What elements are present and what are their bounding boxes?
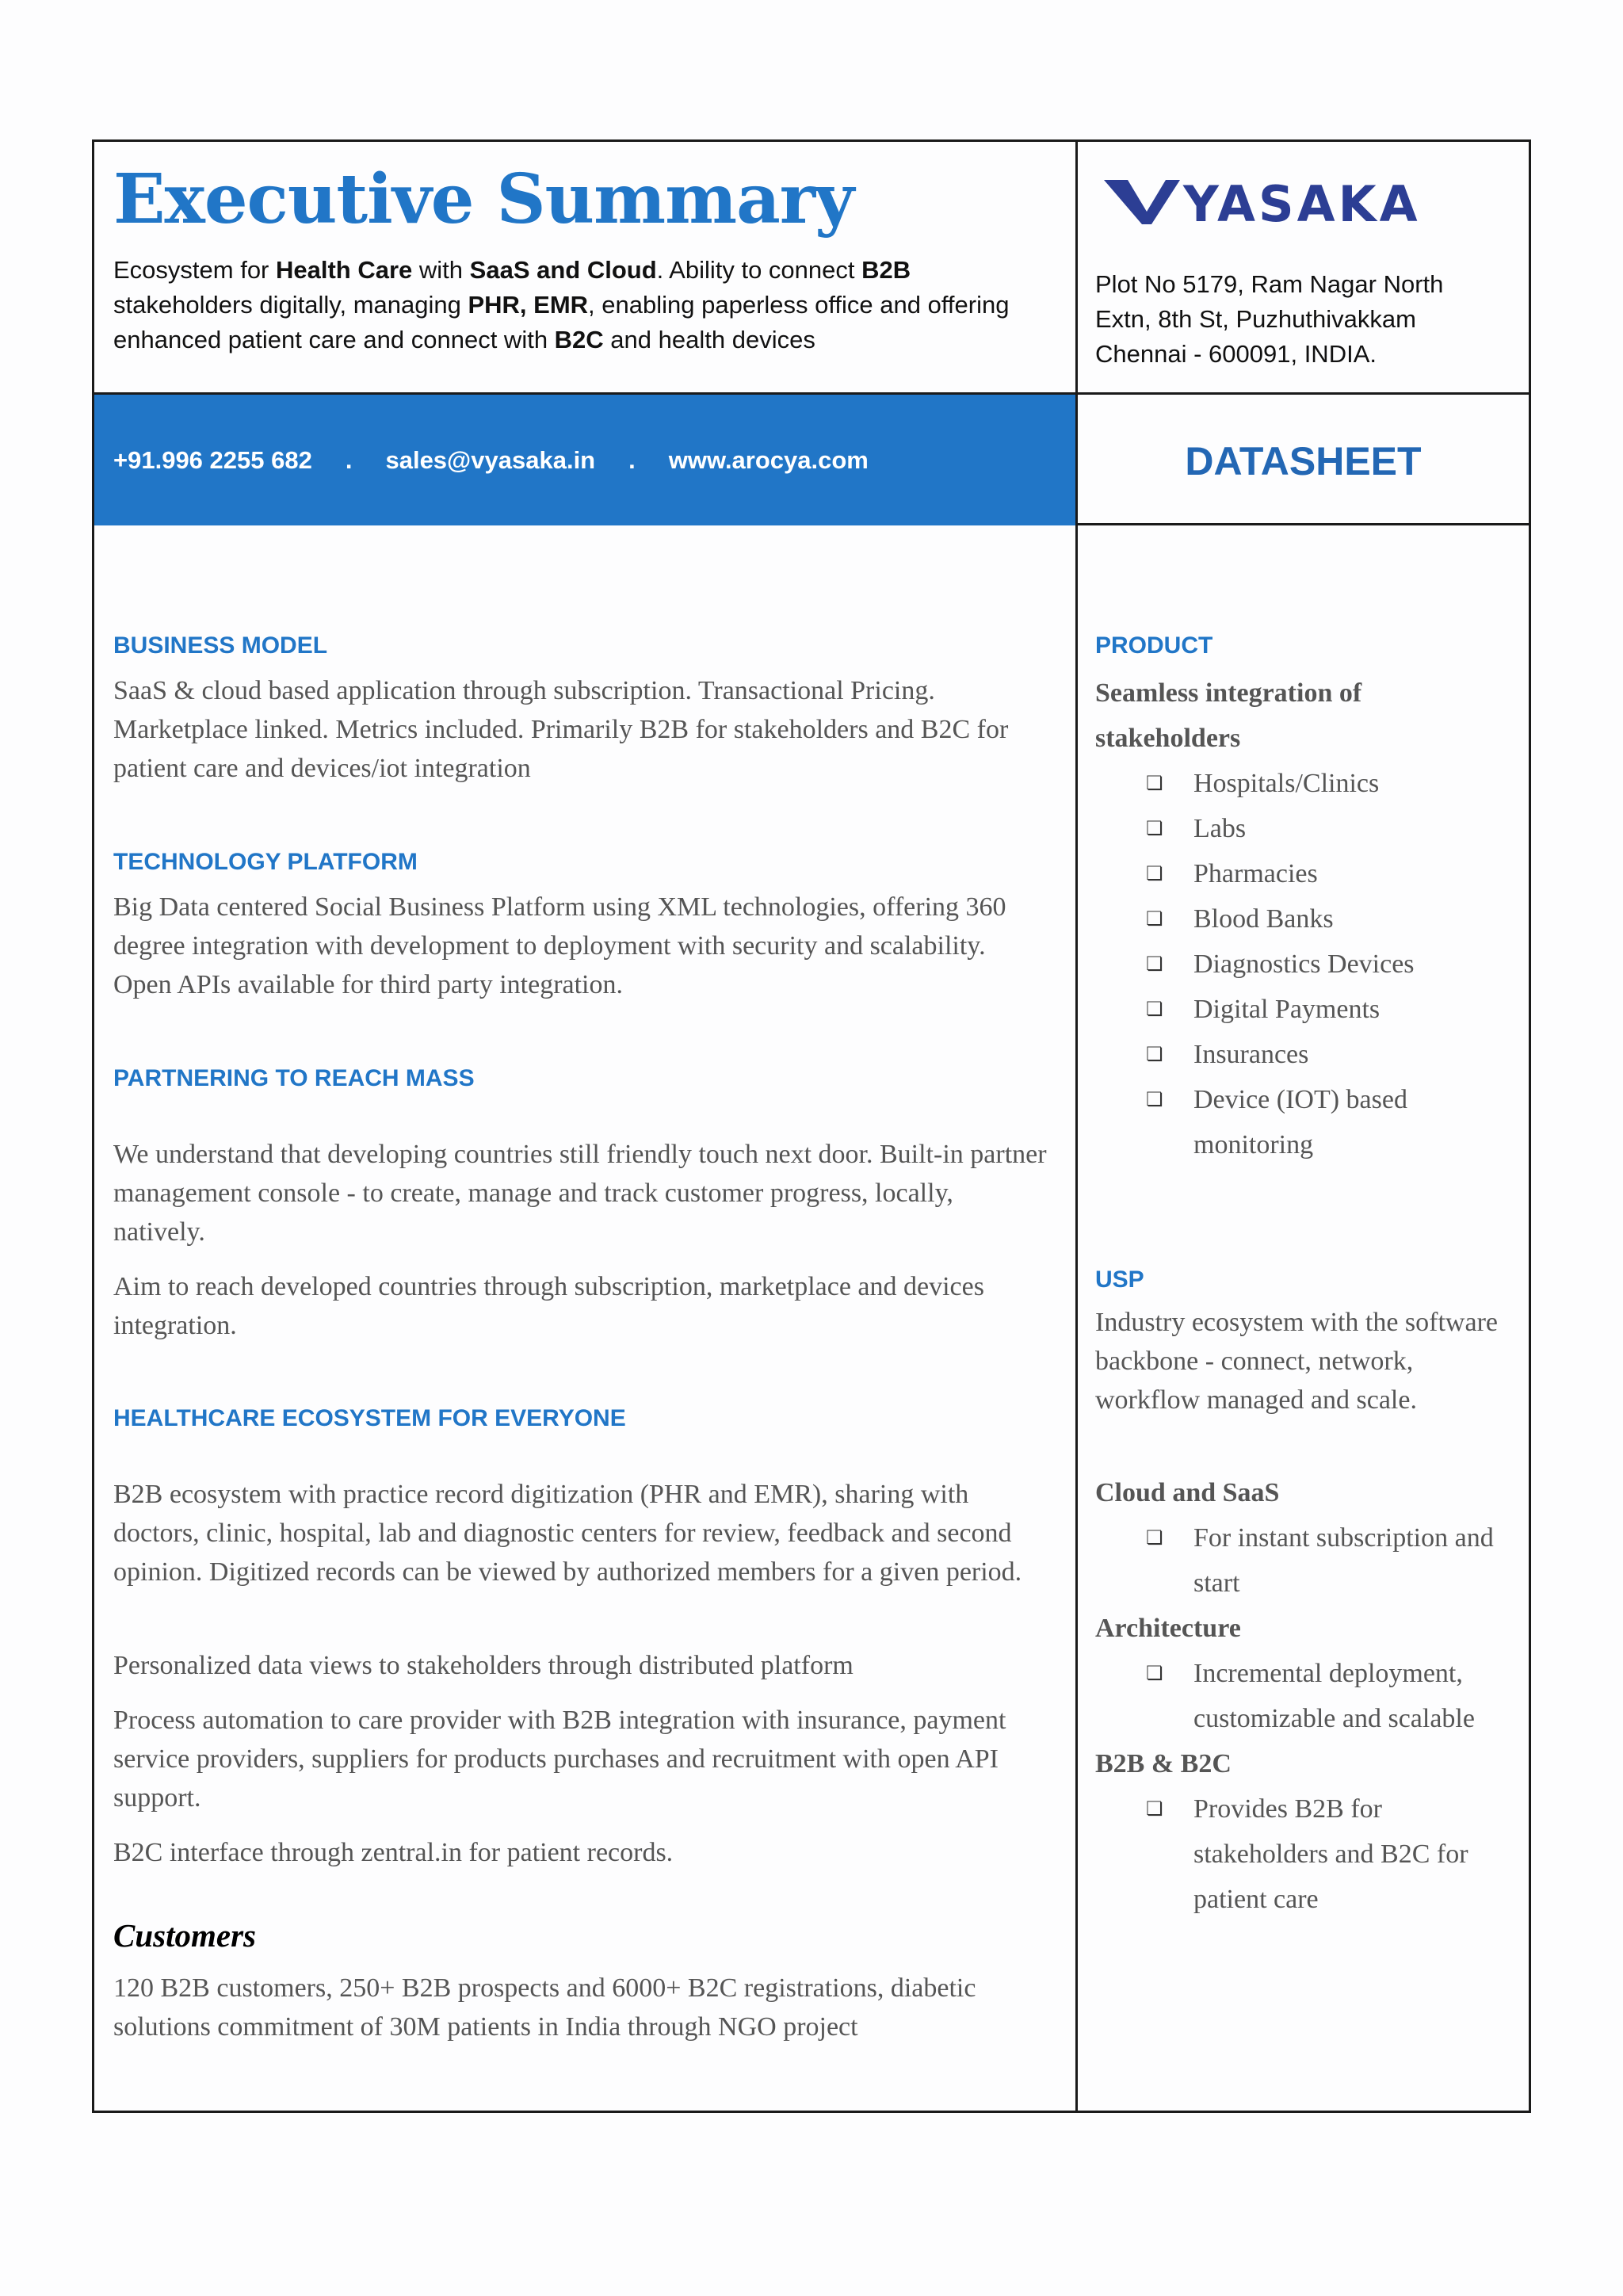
business-model-text: SaaS & cloud based application through subscription. Transactional Pricing. Marketplace linked. Metrics included. Primarily B2B for stakeholders and B2C for patient care and devices/iot integration — [113, 676, 1009, 783]
architecture-list — [1095, 1651, 1507, 1741]
usp-text: Industry ecosystem with the software backbone - connect, network, workflow managed and scale. — [1095, 1308, 1498, 1415]
list-item-label: Insurances — [1193, 1040, 1309, 1069]
list-item — [1095, 1651, 1507, 1741]
list-item — [1095, 1077, 1507, 1167]
healthcare-text-3: Process automation to care provider with B2B integration with insurance, payment service providers, suppliers for products purchases and recruitment with open API support. — [113, 1706, 1006, 1813]
partnering-text-2: Aim to reach developed countries through subscription, marketplace and devices integration. — [113, 1272, 984, 1340]
intro-emphasis: SaaS and Cloud — [469, 256, 657, 284]
list-item-label: Incremental deployment, customizable and scalable — [1193, 1659, 1475, 1733]
checkbox-bullet-icon: ❏ — [1146, 817, 1163, 839]
list-item — [1095, 761, 1507, 806]
customers-heading: Customers — [113, 1917, 256, 1954]
list-item — [1095, 806, 1507, 851]
intro-emphasis: PHR, EMR — [468, 291, 589, 319]
list-item — [1095, 851, 1507, 896]
intro-segment: with — [412, 256, 470, 284]
list-item — [1095, 896, 1507, 942]
checkbox-bullet-icon: ❏ — [1146, 862, 1163, 884]
intro-text — [113, 253, 1048, 357]
technology-text: Big Data centered Social Business Platform using XML technologies, offering 360 degree integration with development to deployment with security and scalability. Open APIs available for third party integration. — [113, 892, 1006, 999]
list-item — [1095, 1032, 1507, 1077]
intro-emphasis: B2B — [861, 256, 911, 284]
intro-emphasis: Health Care — [276, 256, 413, 284]
checkbox-bullet-icon: ❏ — [1146, 953, 1163, 975]
checkbox-bullet-icon: ❏ — [1146, 1043, 1163, 1065]
vyasaka-logo — [1101, 169, 1497, 236]
checkbox-bullet-icon: ❏ — [1146, 1797, 1163, 1820]
address-line: Plot No 5179, Ram Nagar North — [1095, 270, 1444, 298]
list-item-label: Pharmacies — [1193, 859, 1318, 888]
intro-emphasis: B2C — [554, 326, 604, 353]
checkbox-bullet-icon: ❏ — [1146, 772, 1163, 794]
checkbox-bullet-icon: ❏ — [1146, 907, 1163, 930]
contact-bar — [94, 395, 1075, 525]
intro-segment: and health devices — [603, 326, 815, 353]
usp-section — [1095, 1266, 1507, 1922]
logo-text: YASAKA — [1183, 175, 1421, 232]
logo-graphic — [1101, 169, 1497, 232]
architecture-title: Architecture — [1095, 1614, 1241, 1643]
cloud-saas-title: Cloud and SaaS — [1095, 1478, 1280, 1507]
product-section — [1095, 632, 1507, 1167]
customers-text: 120 B2B customers, 250+ B2B prospects and 6000+ B2C registrations, diabetic solutions commitment of 30M patients in India through NGO project — [113, 1973, 976, 2042]
website-link[interactable]: www.arocya.com — [668, 445, 869, 474]
list-item-label: For instant subscription and start — [1193, 1523, 1494, 1598]
intro-segment: stakeholders digitally, managing — [113, 291, 468, 319]
checkbox-bullet-icon: ❏ — [1146, 1088, 1163, 1110]
address-line: Chennai - 600091, INDIA. — [1095, 340, 1377, 368]
list-item-label: Provides B2B for stakeholders and B2C for patient care — [1193, 1794, 1468, 1914]
phone-number[interactable]: +91.996 2255 682 — [113, 445, 312, 474]
contact-separator: . — [628, 445, 636, 474]
page-title: Executive Summary — [113, 159, 854, 239]
list-item-label: Hospitals/Clinics — [1193, 769, 1380, 798]
email-link[interactable]: sales@vyasaka.in — [385, 445, 596, 474]
list-item-label: Blood Banks — [1193, 904, 1334, 934]
list-item-label: Digital Payments — [1193, 995, 1381, 1024]
healthcare-text-2: Personalized data views to stakeholders through distributed platform — [113, 1651, 854, 1680]
intro-segment: Ecosystem for — [113, 256, 276, 284]
company-address — [1095, 267, 1523, 372]
healthcare-text-1: B2B ecosystem with practice record digitization (PHR and EMR), sharing with doctors, clinic, hospital, lab and diagnostic centers for review, feedback and second opinion. Digitized records can be viewed by authorized members for a given period. — [113, 1480, 1022, 1587]
technology-heading: TECHNOLOGY PLATFORM — [113, 849, 418, 875]
list-item — [1095, 987, 1507, 1032]
partnering-text-1: We understand that developing countries still friendly touch next door. Built-in partner management console - to create, manage and track customer progress, locally, natively. — [113, 1140, 1047, 1247]
healthcare-text-4: B2C interface through zentral.in for patient records. — [113, 1838, 674, 1867]
business-model-heading: BUSINESS MODEL — [113, 632, 328, 659]
checkbox-bullet-icon: ❏ — [1146, 998, 1163, 1020]
datasheet-label: DATASHEET — [1185, 439, 1422, 483]
product-list — [1095, 761, 1507, 1167]
b2b-b2c-title: B2B & B2C — [1095, 1749, 1232, 1778]
intro-segment: , enabling paperless office and offering enhanced patient care and connect with — [113, 291, 1010, 353]
intro-segment: . Ability to connect — [656, 256, 862, 284]
list-item — [1095, 1515, 1507, 1606]
datasheet-frame — [92, 139, 1531, 2113]
checkbox-bullet-icon: ❏ — [1146, 1526, 1163, 1549]
list-item-label: Diagnostics Devices — [1193, 949, 1415, 979]
partnering-heading: PARTNERING TO REACH MASS — [113, 1065, 475, 1091]
list-item-label: Labs — [1193, 814, 1247, 843]
product-subheading: Seamless integration of stakeholders — [1095, 678, 1362, 753]
list-item — [1095, 1786, 1507, 1922]
checkbox-bullet-icon: ❏ — [1146, 1662, 1163, 1684]
list-item-label: Device (IOT) based monitoring — [1193, 1085, 1407, 1159]
cloud-list — [1095, 1515, 1507, 1606]
list-item — [1095, 942, 1507, 987]
usp-heading: USP — [1095, 1266, 1144, 1293]
healthcare-heading: HEALTHCARE ECOSYSTEM FOR EVERYONE — [113, 1405, 626, 1431]
b2b-b2c-list — [1095, 1786, 1507, 1922]
address-line: Extn, 8th St, Puzhuthivakkam — [1095, 305, 1416, 333]
contact-separator: . — [345, 445, 353, 474]
product-heading: PRODUCT — [1095, 632, 1213, 659]
